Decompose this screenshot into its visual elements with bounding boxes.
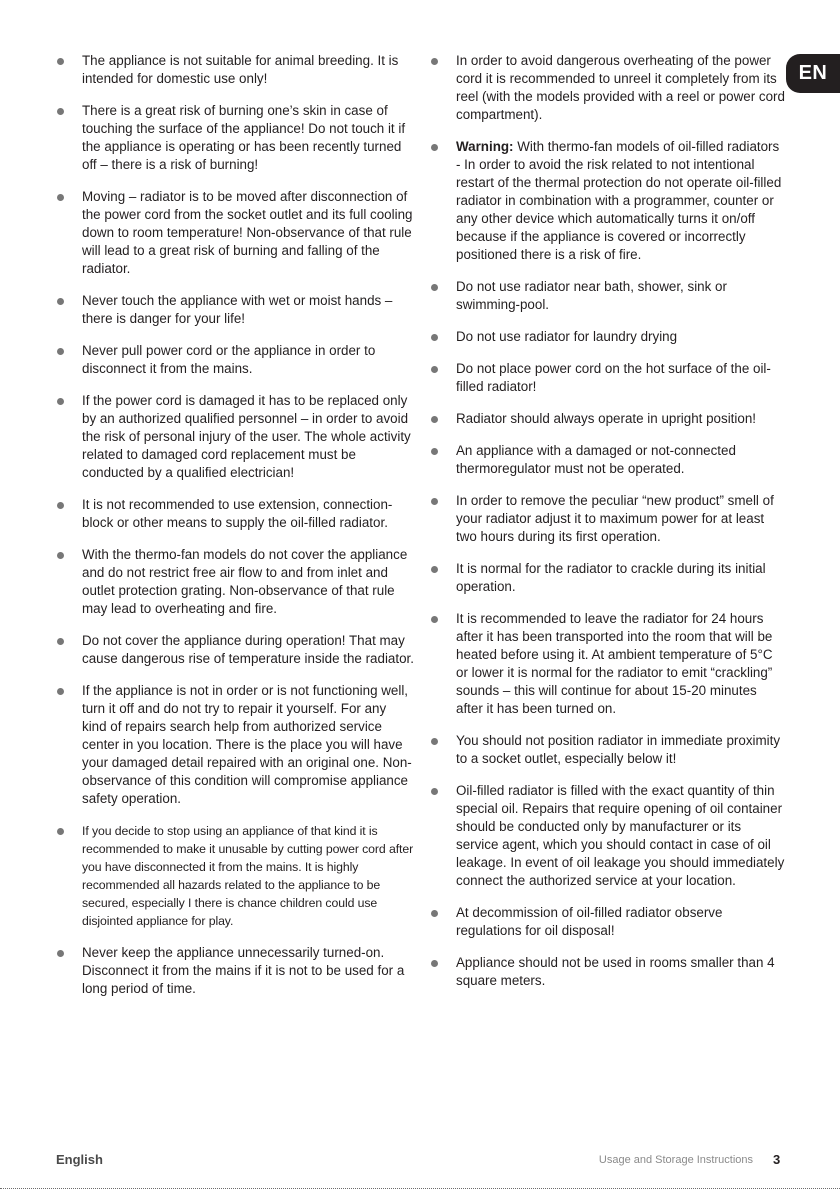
bullet-icon <box>57 398 64 405</box>
left-column <box>56 52 414 1012</box>
list-item <box>56 188 414 278</box>
item-text: Radiator should always operate in upright position! <box>456 411 756 426</box>
list-item <box>430 52 785 124</box>
list-item <box>430 360 785 396</box>
list-item <box>430 782 785 890</box>
footer-language: English <box>56 1152 103 1167</box>
list-item <box>430 954 785 990</box>
item-text: There is a great risk of burning one’s skin in case of touching the surface of the appliance! Do not touch it if the appliance is operating or has been recently turned off – there is a risk of burning! <box>82 103 406 172</box>
bullet-icon <box>431 58 438 65</box>
bullet-icon <box>57 950 64 957</box>
list-item <box>56 944 414 998</box>
language-tab: EN <box>786 54 840 93</box>
bullet-icon <box>57 348 64 355</box>
list-item <box>430 610 785 718</box>
left-bullet-list <box>56 52 414 998</box>
list-item <box>430 904 785 940</box>
bullet-icon <box>431 334 438 341</box>
list-item <box>430 278 785 314</box>
list-item <box>430 492 785 546</box>
footer-title: Usage and Storage Instructions <box>598 1154 753 1166</box>
bullet-icon <box>431 566 438 573</box>
item-text: Never keep the appliance unnecessarily turned-on. Disconnect it from the mains if it is not to be used for a long period of time. <box>82 945 405 996</box>
right-bullet-list <box>430 52 785 990</box>
item-text: In order to remove the peculiar “new product” smell of your radiator adjust it to maximum power for at least two hours during its first operation. <box>456 493 774 544</box>
list-item <box>430 410 785 428</box>
bullet-icon <box>431 960 438 967</box>
item-text: Appliance should not be used in rooms smaller than 4 square meters. <box>456 955 775 988</box>
list-item <box>430 560 785 596</box>
bullet-icon <box>431 416 438 423</box>
page-number: 3 <box>773 1152 781 1167</box>
bullet-icon <box>57 552 64 559</box>
bullet-icon <box>57 58 64 65</box>
list-item <box>56 546 414 618</box>
item-text: It is recommended to leave the radiator for 24 hours after it has been transported into the room that will be heated before using it. At ambient temperature of 5°C or lower it is normal for the radiator to emit “crackling” sounds – this will continue for about 15-20 minutes after it has been turned on. <box>456 611 773 716</box>
item-text: Never touch the appliance with wet or moist hands – there is danger for your life! <box>82 293 393 326</box>
bullet-icon <box>57 194 64 201</box>
item-text: Do not use radiator for laundry drying <box>456 329 678 344</box>
item-text: Do not use radiator near bath, shower, sink or swimming-pool. <box>456 279 727 312</box>
list-item <box>56 682 414 808</box>
page-divider <box>0 1188 840 1189</box>
list-item <box>56 52 414 88</box>
item-text: It is normal for the radiator to crackle during its initial operation. <box>456 561 766 594</box>
list-item <box>56 822 414 930</box>
item-text: Do not place power cord on the hot surface of the oil-filled radiator! <box>456 361 771 394</box>
item-text: If the appliance is not in order or is not functioning well, turn it off and do not try to repair it yourself. For any kind of repairs search help from authorized service center in you location. There is the place you will have your damaged detail repaired with an original one. Non-observance of this condition will compromise appliance safety operation. <box>82 683 412 806</box>
list-item <box>430 328 785 346</box>
bullet-icon <box>57 638 64 645</box>
list-item <box>430 442 785 478</box>
bullet-icon <box>431 448 438 455</box>
bullet-icon <box>431 910 438 917</box>
item-text: You should not position radiator in immediate proximity to a socket outlet, especially below it! <box>456 733 781 766</box>
item-text: Moving – radiator is to be moved after disconnection of the power cord from the socket outlet and its full cooling down to room temperature! Non-observance of that rule will lead to a great risk of burning and falling of the radiator. <box>82 189 413 276</box>
item-text: In order to avoid dangerous overheating of the power cord it is recommended to unreel it completely from its reel (with the models provided with a reel or power cord compartment). <box>456 53 785 122</box>
bullet-icon <box>431 738 438 745</box>
item-text: Never pull power cord or the appliance in order to disconnect it from the mains. <box>82 343 376 376</box>
bullet-icon <box>431 616 438 623</box>
list-item <box>56 392 414 482</box>
item-text: An appliance with a damaged or not-connected thermoregulator must not be operated. <box>456 443 736 476</box>
item-text: Do not cover the appliance during operation! That may cause dangerous rise of temperature inside the radiator. <box>82 633 414 666</box>
list-item <box>56 632 414 668</box>
bullet-icon <box>431 366 438 373</box>
warning-label: Warning: <box>456 139 514 154</box>
list-item <box>56 292 414 328</box>
list-item <box>56 496 414 532</box>
item-text: If the power cord is damaged it has to be replaced only by an authorized qualified personnel – in order to avoid the risk of personal injury of the user. The whole activity related to damaged cord replacement must be conducted by a qualified electrician! <box>82 393 411 480</box>
list-item <box>56 102 414 174</box>
item-text: If you decide to stop using an appliance of that kind it is recommended to make it unusable by cutting power cord after you have disconnected it from the mains. It is highly recommended all hazards related to the appliance to be secured, especially I there is chance children could use disjointed appliance for play. <box>82 824 414 928</box>
bullet-icon <box>57 298 64 305</box>
bullet-icon <box>57 828 64 835</box>
item-text: At decommission of oil-filled radiator observe regulations for oil disposal! <box>456 905 723 938</box>
bullet-icon <box>57 502 64 509</box>
item-text: With thermo-fan models of oil-filled radiators - In order to avoid the risk related to not intentional restart of the thermal protection do not operate oil-filled radiator in combination with a programmer, counter or any other device which automatically turns it on/off because if the appliance is covered or incorrectly positioned there is a risk of fire. <box>456 139 782 262</box>
right-column <box>430 52 785 1004</box>
bullet-icon <box>431 284 438 291</box>
list-item <box>56 342 414 378</box>
bullet-icon <box>57 108 64 115</box>
item-text: It is not recommended to use extension, connection-block or other means to supply the oil-filled radiator. <box>82 497 393 530</box>
bullet-icon <box>57 688 64 695</box>
bullet-icon <box>431 788 438 795</box>
item-text: Oil-filled radiator is filled with the exact quantity of thin special oil. Repairs that require opening of oil container should be conducted only by manufacturer or its service agent, which you should contact in case of oil leakage. In event of oil leakage you should immediately connect the authorized service at your location. <box>456 783 785 888</box>
item-text: The appliance is not suitable for animal breeding. It is intended for domestic use only! <box>82 53 399 86</box>
bullet-icon <box>431 144 438 151</box>
item-text: With the thermo-fan models do not cover the appliance and do not restrict free air flow to and from inlet and outlet protection grating. Non-observance of that rule may lead to overheating and fire. <box>82 547 408 616</box>
list-item <box>430 732 785 768</box>
bullet-icon <box>431 498 438 505</box>
list-item <box>430 138 785 264</box>
